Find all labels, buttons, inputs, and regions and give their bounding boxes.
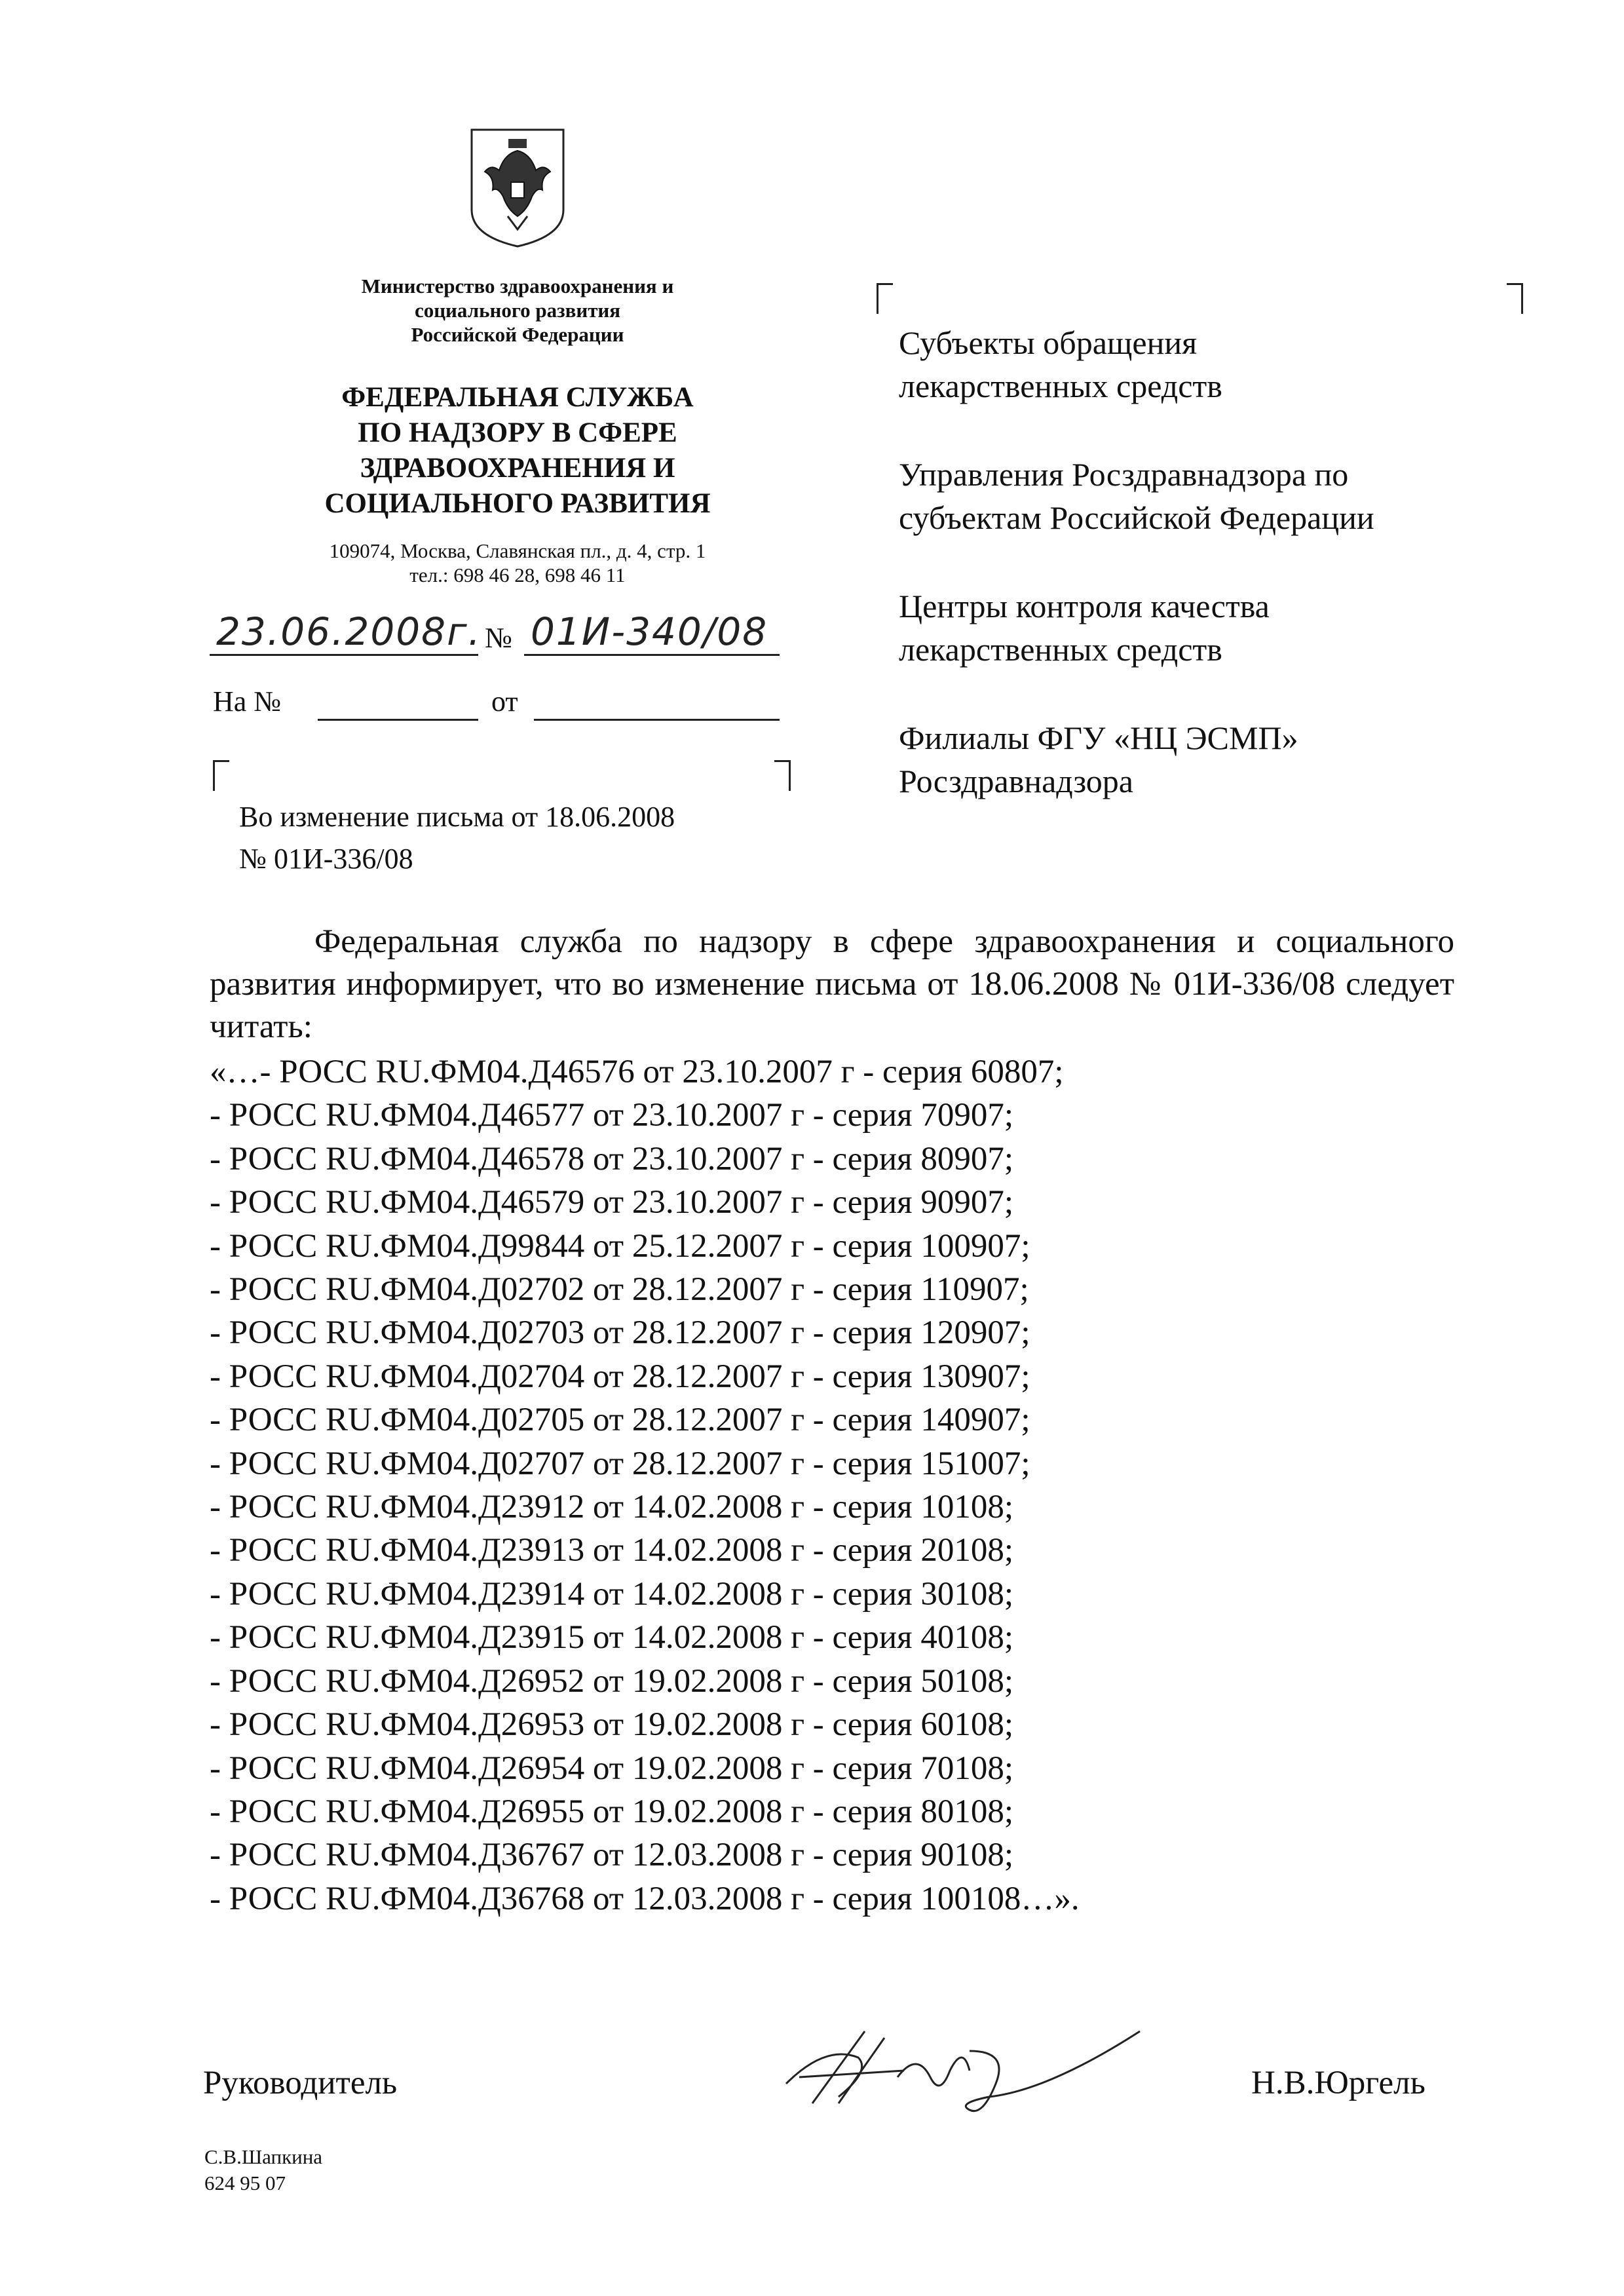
certificate-item: - РОСС RU.ФМ04.Д99844 от 25.12.2007 г - серия 100907; [210,1227,1030,1265]
addressee-item: Филиалы ФГУ «НЦ ЭСМП» Росздравнадзора [899,719,1298,799]
certificate-item: - РОСС RU.ФМ04.Д26954 от 19.02.2008 г - серия 70108; [210,1750,1014,1787]
subject-bracket-right [774,760,791,791]
certificate-list [210,1050,1080,1921]
certificate-item: - РОСС RU.ФМ04.Д23913 от 14.02.2008 г - серия 20108; [210,1532,1014,1569]
certificate-item: - РОСС RU.ФМ04.Д46578 от 23.10.2007 г - серия 80907; [210,1140,1014,1177]
ot-label: от [491,685,518,718]
certificate-item: - РОСС RU.ФМ04.Д26952 от 19.02.2008 г - серия 50108; [210,1662,1014,1700]
executor-info [204,2144,322,2196]
addressee-item: Управления Росздравнадзора по субъектам Российской Федерации [899,456,1374,536]
certificate-item: - РОСС RU.ФМ04.Д23912 от 14.02.2008 г - серия 10108; [210,1489,1014,1526]
outgoing-number: 01И-340/08 [531,609,768,654]
addressee-list [899,321,1554,848]
certificate-item: - РОСС RU.ФМ04.Д02702 от 28.12.2007 г - серия 110907; [210,1271,1029,1309]
addressee-bracket-right [1507,283,1523,314]
handwritten-signature [773,2005,1153,2130]
coat-of-arms-emblem [459,124,576,249]
subject-note: Во изменение письма от 18.06.2008 № 01И-336/08 [239,801,675,875]
executor-phone: 624 95 07 [204,2172,286,2194]
signer-name: Н.В.Юргель [1251,2065,1426,2101]
outgoing-date: 23.06.2008г. [216,609,482,654]
service-name: ФЕДЕРАЛЬНАЯ СЛУЖБА ПО НАДЗОРУ В СФЕРЕ ЗДРАВООХРАНЕНИЯ И СОЦИАЛЬНОГО РАЗВИТИЯ [324,382,711,519]
body-intro: Федеральная служба по надзору в сфере здравоохранения и социального развития информирует, что во изменение письма от 18.06.2008 № 01И-336/08 следует читать: [210,923,1454,1045]
outgoing-number-line [210,609,799,662]
phone-line: тел.: 698 46 28, 698 46 11 [409,564,626,586]
certificate-item: - РОСС RU.ФМ04.Д26955 от 19.02.2008 г - серия 80108; [210,1793,1014,1830]
certificate-item: - РОСС RU.ФМ04.Д36767 от 12.03.2008 г - серия 90108; [210,1837,1014,1874]
number-label: № [485,622,512,654]
addressee-item: Субъекты обращения лекарственных средств [899,324,1222,404]
subject-bracket-left [213,760,229,791]
certificate-item: - РОСС RU.ФМ04.Д02705 от 28.12.2007 г - серия 140907; [210,1402,1030,1439]
certificate-item: - РОСС RU.ФМ04.Д02703 от 28.12.2007 г - серия 120907; [210,1314,1030,1352]
address-line: 109074, Москва, Славянская пл., д. 4, стр. 1 [329,539,706,562]
certificate-item: - РОСС RU.ФМ04.Д02707 от 28.12.2007 г - серия 151007; [210,1445,1030,1482]
certificate-item: - РОСС RU.ФМ04.Д23914 от 14.02.2008 г - серия 30108; [210,1575,1014,1613]
reference-line [213,685,803,731]
certificate-item: «…- РОСС RU.ФМ04.Д46576 от 23.10.2007 г - серия 60807; [210,1054,1064,1090]
ministry-name: Министерство здравоохранения и социального развития Российской Федерации [361,275,674,346]
executor-name: С.В.Шапкина [204,2145,323,2168]
sender-address [262,539,773,587]
certificate-item: - РОСС RU.ФМ04.Д36768 от 12.03.2008 г - серия 100108…». [210,1880,1080,1917]
certificate-item: - РОСС RU.ФМ04.Д23915 от 14.02.2008 г - серия 40108; [210,1619,1014,1656]
signer-title: Руководитель [203,2065,398,2101]
addressee-bracket-left [877,283,893,314]
certificate-item: - РОСС RU.ФМ04.Д46577 от 23.10.2007 г - серия 70907; [210,1097,1014,1134]
certificate-item: - РОСС RU.ФМ04.Д46579 от 23.10.2007 г - серия 90907; [210,1184,1014,1221]
addressee-item: Центры контроля качества лекарственных средств [899,588,1270,668]
na-label: На № [213,685,282,718]
certificate-item: - РОСС RU.ФМ04.Д02704 от 28.12.2007 г - серия 130907; [210,1358,1030,1395]
certificate-item: - РОСС RU.ФМ04.Д26953 от 19.02.2008 г - серия 60108; [210,1706,1014,1744]
